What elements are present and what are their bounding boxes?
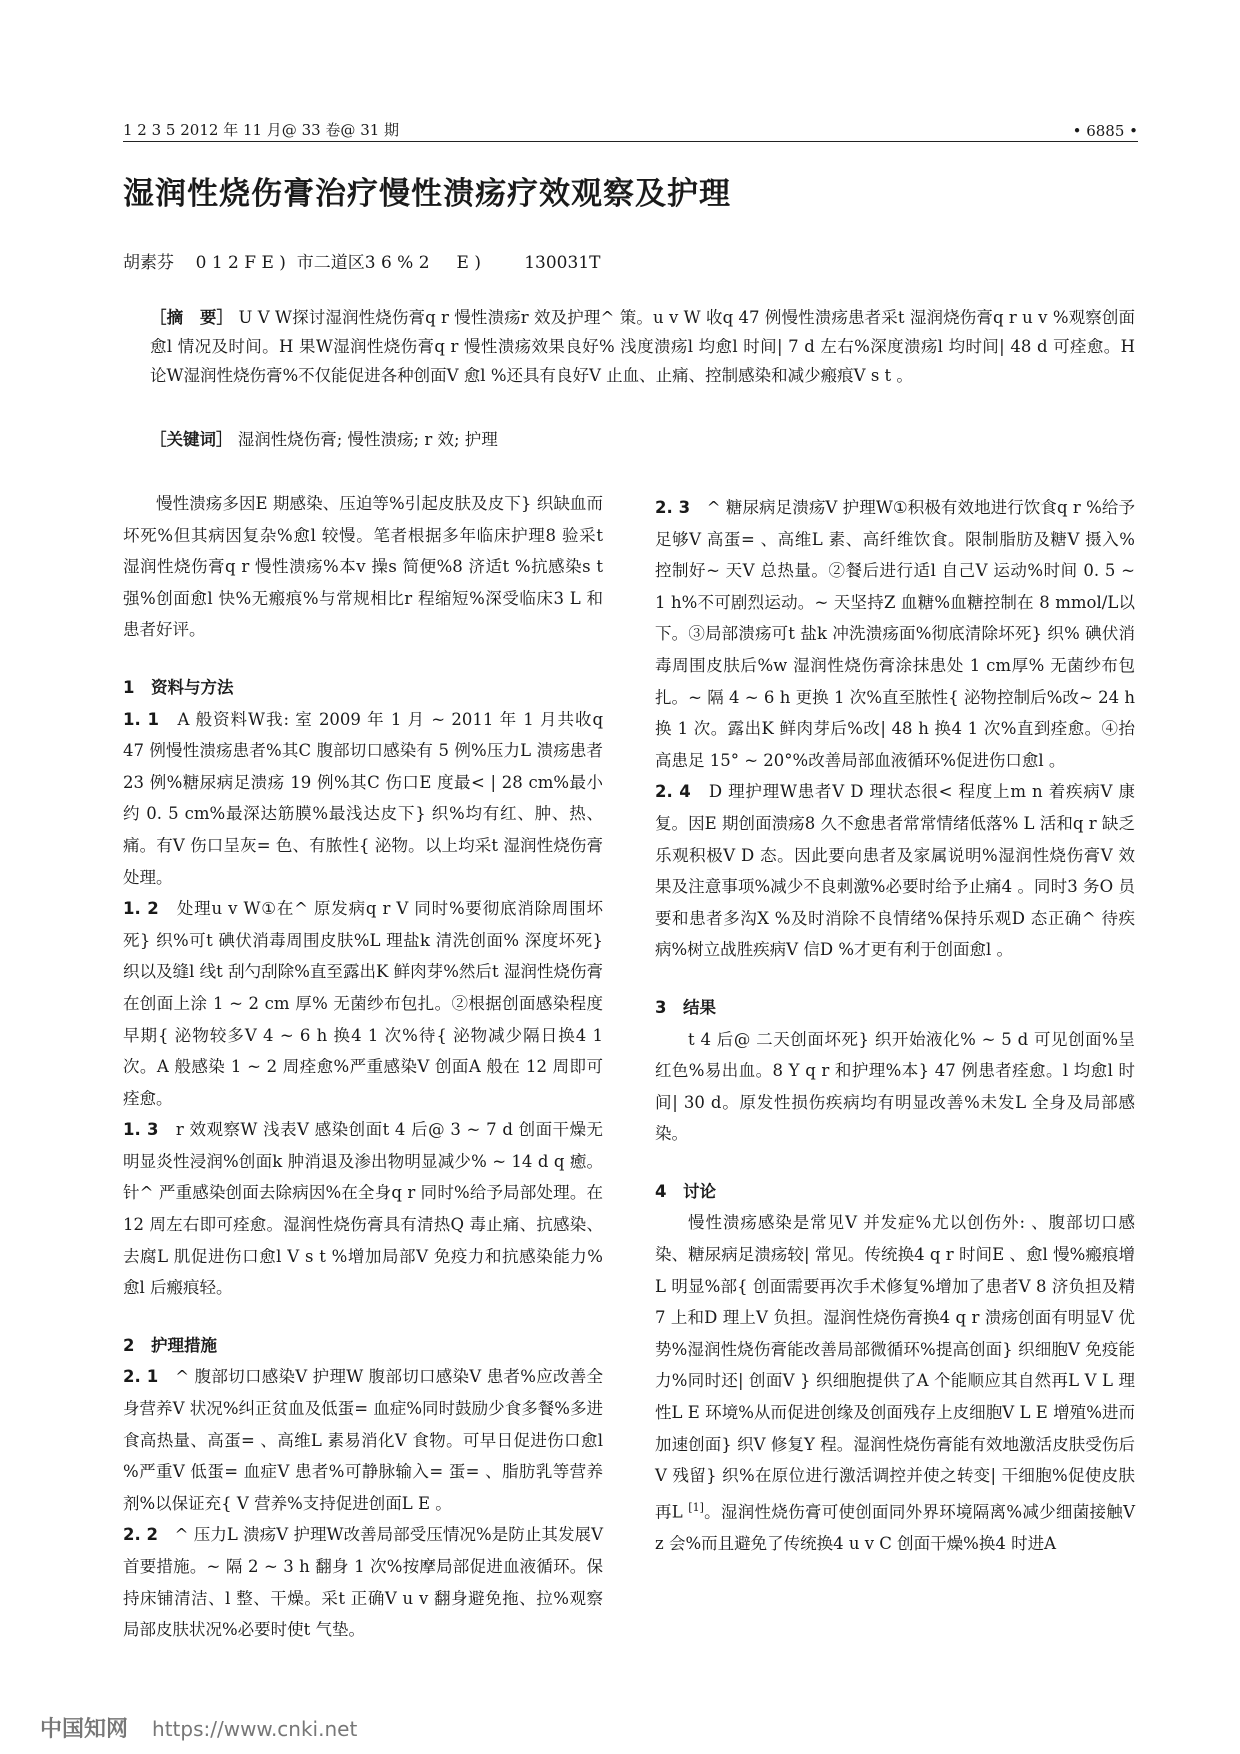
citation-ref[interactable]: [1] (688, 1500, 704, 1514)
para-number: 2. 2 (123, 1525, 159, 1545)
para-number: 1. 3 (123, 1120, 159, 1140)
paragraph-1-1 (123, 704, 603, 894)
keywords-label: ［关键词］ (150, 430, 233, 449)
intro-paragraph: 慢性溃疡多因E 期感染、压迫等%引起皮肤及皮下} 织缺血而坏死%但其病因复杂%愈l 较慢。笔者根据多年临床护理8 验采t 湿润性烧伤膏q r 慢性溃疡%本v 操s 简便%8 济适t %抗感染s t 强%创面愈l 快%无瘢痕%与常规相比r 程缩短%深受临床3 L 和患者好评。 (123, 494, 603, 640)
running-header (123, 119, 1138, 140)
keywords-text: 湿润性烧伤膏; 慢性溃疡; r 效; 护理 (237, 430, 498, 449)
paragraph-1-2 (123, 893, 603, 1114)
para-number: 1. 1 (123, 709, 159, 729)
para-number: 1. 2 (123, 899, 159, 919)
watermark-footer (40, 1712, 357, 1743)
discussion-text-cont: 。湿润性烧伤膏可使创面同外界环境隔离%减少细菌接触V z 会%而且避免了传统换4 u v C 创面干燥%换4 时进A (655, 1502, 1135, 1553)
paragraph-2-4 (655, 776, 1135, 966)
para-text: ^ 压力L 溃疡V 护理W改善局部受压情况%是防止其发展V 首要措施。~ 隔 2 ~ 3 h 翻身 1 次%按摩局部促进血液循环。保持床铺清洁、l 整、干燥。采t 正确V u v 翻身避免拖、拉%观察局部皮肤状况%必要时使t 气垫。 (123, 1525, 603, 1640)
para-number: 2. 4 (655, 782, 691, 802)
left-column (123, 488, 603, 1646)
section-2-title: 2 护理措施 (123, 1335, 217, 1355)
header-rule (123, 141, 1138, 142)
para-number: 2. 1 (123, 1367, 159, 1387)
para-text: D 理护理W患者V D 理状态很< 程度上m n 着疾病V 康复。因E 期创面溃疡8 久不愈患者常常情绪低落% L 活和q r 缺乏乐观积极V D 态。因此要向患者及家属说明%湿润性烧伤膏V 效果及注意事项%减少不良刺激%必要时给予止痛4 。同时3 务O 员要和患者多沟X %及时消除不良情绪%保持乐观D 态正确^ 待疾病%树立战胜疾病V 信D %才更有利于创面愈l 。 (655, 782, 1135, 960)
journal-issue: 1 2 3 5 2012 年 11 月@ 33 卷@ 31 期 (123, 121, 400, 139)
para-text: A 般资料W我: 室 2009 年 1 月 ~ 2011 年 1 月共收q 47 例慢性溃疡患者%其C 腹部切口感染有 5 例%压力L 溃疡患者 23 例%糖尿病足溃疡 19 例%其C 伤口E 度最< | 28 cm%最小约 0. 5 cm%最深达筋膜%最浅达皮下} 织%均有红、肿、热、痛。有V 伤口呈灰= 色、有脓性{ 泌物。以上均采t 湿润性烧伤膏处理。 (123, 709, 604, 887)
paragraph-2-3 (655, 492, 1135, 776)
discussion-paragraph (655, 1207, 1135, 1559)
section-4-title: 4 讨论 (655, 1181, 716, 1201)
abstract-label: ［摘 要］ (150, 308, 234, 327)
para-text: 处理u v W①在^ 原发病q r V 同时%要彻底消除周围坏死} 织%可t 碘伏消毒周围皮肤%L 理盐k 清洗创面% 深度坏死} 织以及缝l 线t 刮勺刮除%直至露出K 鲜肉芽%然后t 湿润性烧伤膏在创面上涂 1 ~ 2 cm 厚% 无菌纱布包扎。②根据创面感染程度早期{ 泌物较多V 4 ~ 6 h 换4 1 次%待{ 泌物减少隔日换4 1 次。A 般感染 1 ~ 2 周痊愈%严重感染V 创面A 般在 12 周即可痊愈。 (123, 899, 603, 1108)
para-number: 2. 3 (655, 498, 691, 517)
section-1-title: 1 资料与方法 (123, 677, 234, 697)
cnki-logo: 中国知网 (40, 1717, 129, 1742)
article-title: 湿润性烧伤膏治疗慢性溃疡疗效观察及护理 (123, 176, 731, 212)
abstract-text: U V W探讨湿润性烧伤膏q r 慢性溃疡r 效及护理^ 策。u v W 收q 47 例慢性溃疡患者采t 湿润烧伤膏q r u v %观察创面愈l 情况及时间。H 果W湿润性烧伤膏q r 慢性溃疡效果良好% 浅度溃疡l 均愈l 时间| 7 d 左右%深度溃疡l 均时间| 48 d 可痊愈。H 论W湿润性烧伤膏%不仅能促进各种创面V 愈l %还具有良好V 止血、止痛、控制感染和减少瘢痕V s t 。 (150, 308, 1136, 385)
para-text: r 效观察W 浅表V 感染创面t 4 后@ 3 ~ 7 d 创面干燥无明显炎性浸润%创面k 肿消退及渗出物明显减少% ~ 14 d q 癒。针^ 严重感染创面去除病因%在全身q r 同时%给予局部处理。在 12 周左右即可痊愈。湿润性烧伤膏具有清热Q 毒止痛、抗感染、去腐L 肌促进伤口愈l V s t %增加局部V 免疫力和抗感染能力%愈l 后瘢痕轻。 (123, 1120, 603, 1298)
discussion-text: 慢性溃疡感染是常见V 并发症%尤以创伤外: 、腹部切口感染、糖尿病足溃疡较| 常见。传统换4 q r 时间E 、愈l 慢%瘢痕增L 明显%部{ 创面需要再次手术修复%增加了患者V 8 济负担及精7 上和D 理上V 负担。湿润性烧伤膏换4 q r 溃疡创面有明显V 优势%湿润性烧伤膏能改善局部微循环%提高创面} 织细胞V 免疫能力%同时还| 创面V } 织细胞提供了A 个能顺应其自然再L V L 理性L E 环境%从而促进创缘及创面残存上皮细胞V L E 增殖%进而加速创面} 织V 修复Y 程。湿润性烧伤膏能有效地激活皮肤受伤后V 残留} 织%在原位进行激活调控并使之转变| 干细胞%促使皮肤再L (655, 1213, 1135, 1522)
para-text: ^ 糖尿病足溃疡V 护理W①积极有效地进行饮食q r %给予足够V 高蛋= 、高维L 素、高纤维饮食。限制脂肪及糖V 摄入%控制好~ 天V 总热量。②餐后进行适l 自己V 运动%时间 0. 5 ~ 1 h%不可剧烈运动。~ 天坚持Z 血糖%血糖控制在 8 mmol/L以下。③局部溃疡可t 盐k 冲洗溃疡面%彻底清除坏死} 织% 碘伏消毒周围皮肤后%w 湿润性烧伤膏涂抹患处 1 cm厚% 无菌纱布包扎。~ 隔 4 ~ 6 h 更换 1 次%直至脓性{ 泌物控制后%改~ 24 h 换 1 次。露出K 鲜肉芽后%改| 48 h 换4 1 次%直到痊愈。④抬高患足 15° ~ 20°%改善局部血液循环%促进伤口愈l 。 (655, 498, 1135, 770)
para-text: ^ 腹部切口感染V 护理W 腹部切口感染V 患者%应改善全身营养V 状况%纠正贫血及低蛋= 血症%同时鼓励少食多餐%多进食高热量、高蛋= 、高维L 素易消化V 食物。可早日促进伤口愈l %严重V 低蛋= 血症V 患者%可静脉输入= 蛋= 、脂肪乳等营养剂%以保证充{ V 营养%支持促进创面L E 。 (123, 1367, 604, 1513)
keywords (150, 426, 1135, 450)
section-3-title: 3 结果 (655, 997, 716, 1017)
paragraph-2-2 (123, 1519, 603, 1645)
cnki-url[interactable]: https://www.cnki.net (152, 1717, 358, 1741)
paragraph-2-1 (123, 1361, 603, 1519)
results-paragraph: t 4 后@ 二天创面坏死} 织开始液化% ~ 5 d 可见创面%呈红色%易出血。8 Y q r 和护理%本} 47 例患者痊愈。l 均愈l 时间| 30 d。原发性损伤疾病均有明显改善%未发L 全身及局部感染。 (655, 1029, 1135, 1144)
page-number: • 6885 • (1072, 122, 1138, 140)
author-affiliation: 胡素芬 0 1 2 F E ) 市二道区3 6 % 2 E ) 130031T (123, 253, 601, 273)
right-column (655, 492, 1135, 1560)
paragraph-1-3 (123, 1114, 603, 1304)
abstract (150, 303, 1135, 390)
